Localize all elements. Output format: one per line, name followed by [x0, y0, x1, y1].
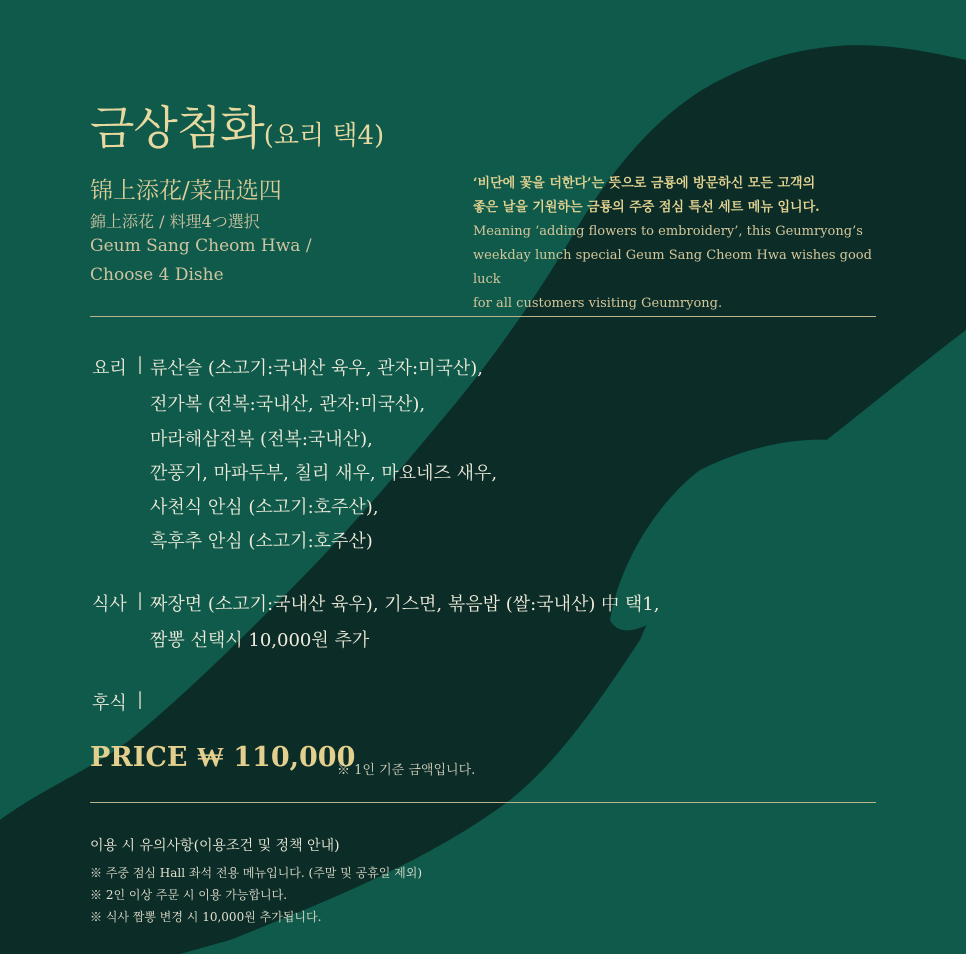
description-ko-1: ‘비단에 꽃을 더한다’는 뜻으로 금룡에 방문하신 모든 고객의	[473, 176, 816, 191]
notice-item: ※ 2인 이상 주문 시 이용 가능합니다.	[90, 888, 288, 902]
notice-item: ※ 식사 짬뽕 변경 시 10,000원 추가됩니다.	[90, 910, 322, 924]
name-english-2: Choose 4 Dishe	[90, 265, 224, 285]
bottom-divider	[90, 802, 876, 803]
dessert-separator: |	[137, 689, 144, 710]
dish-line: 사천식 안심 (소고기:호주산),	[150, 497, 379, 518]
dish-line: 깐풍기, 마파두부, 칠리 새우, 마요네즈 새우,	[150, 463, 498, 484]
dishes-separator: |	[137, 354, 144, 375]
name-english-1: Geum Sang Cheom Hwa /	[90, 236, 312, 256]
description-en-1: Meaning ‘adding flowers to embroidery’, this Geumryong’s	[473, 224, 863, 239]
meal-line: 짜장면 (소고기:국내산 육우), 기스면, 볶음밥 (쌀:국내산) 中 택1,	[150, 594, 660, 615]
description-en-3: for all customers visiting Geumryong.	[473, 296, 723, 311]
dish-line: 흑후추 안심 (소고기:호주산)	[150, 531, 373, 552]
dessert-label: 후식	[92, 693, 127, 714]
description-en-2: weekday lunch special Geum Sang Cheom Hwa wishes good luck	[473, 248, 872, 287]
description-ko-2: 좋은 날을 기원하는 금룡의 주중 점심 특선 세트 메뉴 입니다.	[473, 200, 820, 215]
dishes-label: 요리	[92, 358, 127, 379]
name-japanese: 錦上添花 / 料理4つ選択	[90, 212, 260, 231]
meal-line: 짬뽕 선택시 10,000원 추가	[150, 630, 370, 651]
meal-label: 식사	[92, 594, 127, 615]
dish-line: 마라해삼전복 (전복:국내산),	[150, 429, 373, 450]
name-chinese: 锦上添花/菜品选四	[90, 178, 282, 204]
price-note: ※ 1인 기준 금액입니다.	[337, 763, 476, 778]
dish-line: 전가복 (전복:국내산, 관자:미국산),	[150, 394, 426, 415]
title-sub: (요리 택4)	[263, 121, 385, 151]
price-label: PRICE ₩ 110,000	[90, 742, 356, 773]
dish-line: 류산슬 (소고기:국내산 육우, 관자:미국산),	[150, 358, 483, 379]
notice-title: 이용 시 유의사항(이용조건 및 정책 안내)	[90, 838, 340, 854]
page-title	[90, 92, 384, 158]
title-main: 금상첨화	[90, 101, 264, 155]
top-divider	[90, 316, 876, 317]
notice-item: ※ 주중 점심 Hall 좌석 전용 메뉴입니다. (주말 및 공휴일 제외)	[90, 866, 423, 880]
meal-separator: |	[137, 590, 144, 611]
menu-description	[473, 172, 878, 316]
